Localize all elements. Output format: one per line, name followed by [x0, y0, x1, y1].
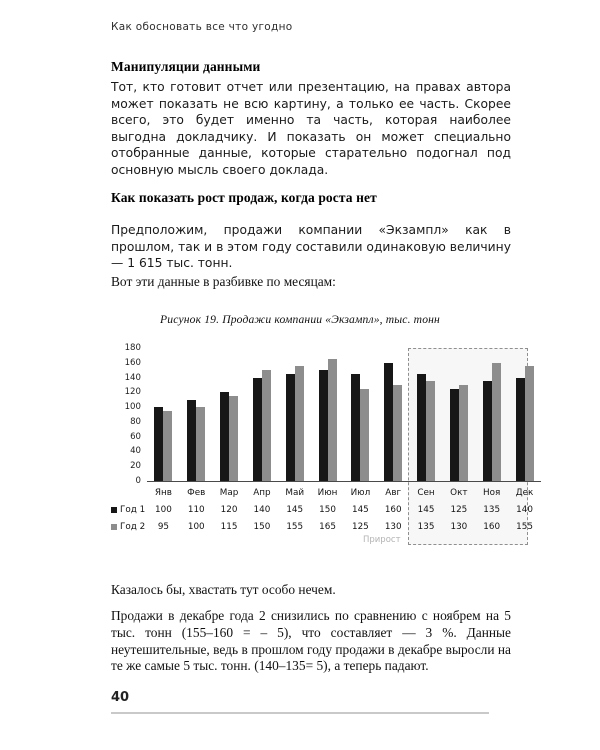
paragraph-manipulations: [111, 79, 511, 179]
month-label: Янв: [154, 487, 172, 498]
bar-Июн-Год 2: [328, 359, 337, 481]
month-label: Сен: [417, 487, 435, 498]
running-head: Как обосновать все что угодно: [111, 21, 293, 33]
y-axis-tick: 160: [124, 357, 141, 368]
y-axis-tick: 40: [130, 446, 141, 457]
bar-Сен-Год 1: [417, 374, 426, 481]
legend-label: Год 2: [120, 521, 146, 532]
data-cell-year1: 145: [286, 504, 304, 515]
bar-Апр-Год 2: [262, 370, 271, 481]
data-cell-year1: 160: [384, 504, 402, 515]
data-cell-year2: 160: [483, 521, 501, 532]
bar-Мар-Год 1: [220, 392, 229, 481]
figure-caption: Рисунок 19. Продажи компании «Экзампл», тыс. тонн: [160, 313, 440, 326]
bar-Май-Год 1: [286, 374, 295, 481]
data-cell-year2: 155: [286, 521, 304, 532]
series2-cells: [147, 522, 541, 532]
page-number: 40: [111, 690, 130, 705]
bar-group: [147, 348, 180, 481]
chart-plot-area: [111, 343, 541, 486]
month-label: Июн: [317, 487, 338, 498]
bar-Дек-Год 1: [516, 378, 525, 481]
data-cell-year2: 100: [187, 521, 205, 532]
bar-group: [508, 348, 541, 481]
y-axis-tick: 120: [124, 387, 141, 398]
data-cell-year1: 145: [417, 504, 435, 515]
bar-Ноя-Год 2: [492, 363, 501, 481]
bar-Окт-Год 1: [450, 389, 459, 481]
bar-group: [377, 348, 410, 481]
section-heading-manipulations: [111, 59, 511, 75]
month-label: Май: [285, 487, 305, 498]
month-label: Июл: [350, 487, 371, 498]
paragraph-text: Тот, кто готовит отчет или презентацию, на правах автора может показать не всю картину, а только ее часть. Скорее всего, это будет именно та часть, которая наиболее выгодна докладчику. И показать он может специально отобранные данные, которые старательно подогнал под основную мысль своего доклада.: [111, 80, 511, 177]
month-label: Мар: [219, 487, 239, 498]
bar-Авг-Год 1: [384, 363, 393, 481]
data-cell-year1: 120: [220, 504, 238, 515]
section-heading-growth: [111, 190, 511, 206]
bar-Янв-Год 1: [154, 407, 163, 481]
bar-Янв-Год 2: [163, 411, 172, 481]
data-cell-year2: 130: [384, 521, 402, 532]
paragraph-text: Предположим, продажи компании «Экзампл» как в прошлом, так и в этом году составили одинаковую величину — 1 615 тыс. тонн.: [111, 223, 511, 271]
data-cell-year1: 140: [516, 504, 533, 515]
bar-Фев-Год 2: [196, 407, 205, 481]
data-cell-year1: 140: [253, 504, 271, 515]
data-cell-year2: 115: [220, 521, 238, 532]
y-axis-tick: 100: [124, 402, 141, 413]
bar-Фев-Год 1: [187, 400, 196, 481]
bar-group: [410, 348, 443, 481]
data-cell-year2: 125: [351, 521, 369, 532]
data-cell-year2: 130: [450, 521, 468, 532]
bar-group: [245, 348, 278, 481]
y-axis-tick: 80: [130, 416, 141, 427]
data-cell-year1: 110: [187, 504, 205, 515]
bar-group: [442, 348, 475, 481]
bar-Окт-Год 2: [459, 385, 468, 481]
y-axis-tick: 0: [135, 476, 141, 486]
section-heading-text: Манипуляции данными: [111, 59, 261, 74]
month-cells: [147, 488, 541, 498]
data-cell-year2: 165: [319, 521, 336, 532]
data-cell-year1: 145: [351, 504, 369, 515]
chart-data-table: [111, 484, 541, 535]
month-label: Ноя: [483, 487, 501, 498]
bar-Июн-Год 1: [319, 370, 328, 481]
footer-rule: [111, 712, 489, 714]
paragraph-closing-2: [111, 608, 511, 675]
paragraph-text: Казалось бы, хвастать тут особо нечем.: [111, 582, 336, 597]
data-cell-year2: 155: [516, 521, 533, 532]
legend-swatch-icon: [111, 524, 117, 530]
month-label: Фев: [187, 487, 206, 498]
bar-Июл-Год 1: [351, 374, 360, 481]
table-row-months: [111, 484, 541, 501]
y-axis-tick: 20: [130, 461, 141, 472]
growth-annotation: Прирост: [363, 535, 401, 545]
data-cell-year1: 100: [155, 504, 172, 515]
paragraph-closing-1: [111, 582, 511, 599]
paragraph-breakdown-intro: [111, 274, 511, 291]
data-cell-year2: 150: [253, 521, 271, 532]
y-axis: [111, 343, 141, 486]
paragraph-text: Вот эти данные в разбивке по месяцам:: [111, 274, 336, 289]
bar-groups: [147, 348, 541, 481]
month-label: Авг: [385, 487, 402, 498]
data-cell-year1: 125: [450, 504, 468, 515]
bar-Май-Год 2: [295, 366, 304, 481]
bar-Апр-Год 1: [253, 378, 262, 481]
bar-Авг-Год 2: [393, 385, 402, 481]
month-label: Дек: [515, 487, 534, 498]
bar-group: [180, 348, 213, 481]
y-axis-tick: 60: [130, 431, 141, 442]
x-axis-baseline: [147, 481, 541, 482]
section-heading-text: Как показать рост продаж, когда роста нет: [111, 190, 377, 205]
bar-Дек-Год 2: [525, 366, 534, 481]
bar-Ноя-Год 1: [483, 381, 492, 481]
data-cell-year1: 135: [483, 504, 501, 515]
bar-group: [311, 348, 344, 481]
data-cell-year2: 95: [157, 521, 170, 532]
bar-chart: [111, 342, 541, 557]
bar-Мар-Год 2: [229, 396, 238, 481]
y-axis-tick: 180: [124, 343, 141, 353]
legend-year2: [111, 522, 147, 532]
legend-year1: [111, 505, 147, 515]
table-row-series2: [111, 518, 541, 535]
data-cell-year1: 150: [319, 504, 336, 515]
bar-Июл-Год 2: [360, 389, 369, 481]
bar-group: [344, 348, 377, 481]
legend-swatch-icon: [111, 507, 117, 513]
paragraph-assumption: [111, 222, 511, 272]
data-cell-year2: 135: [417, 521, 435, 532]
month-label: Апр: [253, 487, 271, 498]
legend-label: Год 1: [120, 504, 146, 515]
bar-group: [475, 348, 508, 481]
month-label: Окт: [450, 487, 468, 498]
bar-Сен-Год 2: [426, 381, 435, 481]
table-row-series1: [111, 501, 541, 518]
y-axis-tick: 140: [124, 372, 141, 383]
bar-group: [278, 348, 311, 481]
bar-group: [213, 348, 246, 481]
paragraph-text: Продажи в декабре года 2 снизились по сравнению с ноябрем на 5 тыс. тонн (155–160 = – 5), что составляет — 3 %. Данные неутешительные, ведь в прошлом году продажи в декабре выросли на те же самые 5 тыс. тонн. (140–135= 5), а теперь падают.: [111, 608, 511, 674]
series1-cells: [147, 505, 541, 515]
